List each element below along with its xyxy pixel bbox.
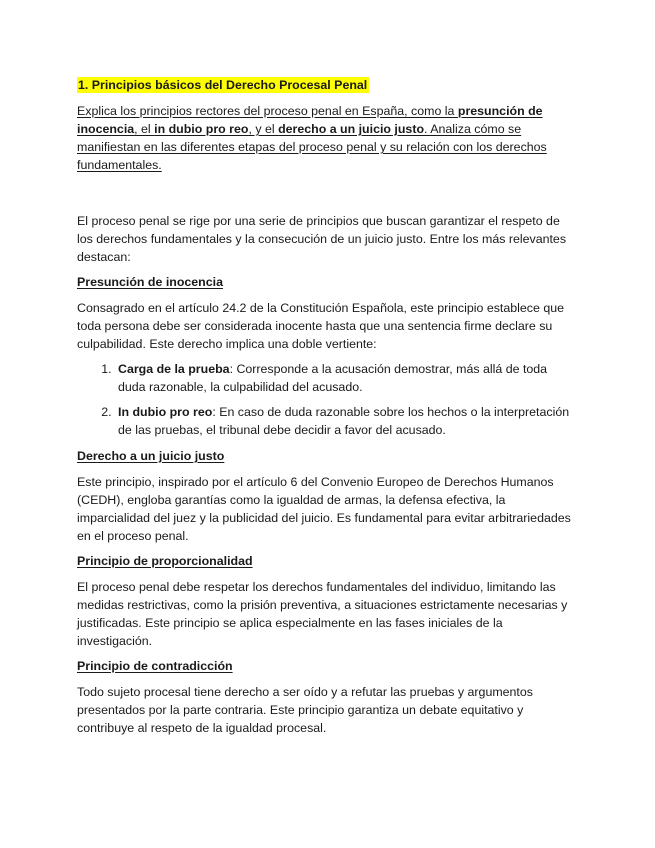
numbered-list	[77, 360, 577, 439]
section-title-proporcionalidad: Principio de proporcionalidad	[77, 554, 253, 568]
section-title-juicio-justo: Derecho a un juicio justo	[77, 449, 225, 463]
list-item-term: In dubio pro reo	[118, 405, 213, 419]
section-body-juicio-justo: Este principio, inspirado por el artículo 6 del Convenio Europeo de Derechos Humanos (CEDH), engloba garantías como la igualdad de armas, la defensa efectiva, la imparcialidad del juez y la publicidad del juicio. Es fundamental para evitar arbitrariedades en el proceso penal.	[77, 475, 571, 543]
prompt-text: Explica los principios rectores del proceso penal en España, como la	[77, 104, 458, 118]
section-heading: 1. Principios básicos del Derecho Procesal Penal	[78, 78, 368, 92]
spacer	[77, 174, 577, 212]
prompt-text: , el	[134, 122, 155, 136]
prompt-text: . Analiza cómo se manifiestan en las diferentes etapas del proceso penal y su relación con los derechos fundamentales.	[77, 122, 547, 172]
heading-line	[77, 76, 577, 94]
list-item-text: : En caso de duda razonable sobre los hechos o la interpretación de las pruebas, el tribunal debe decidir a favor del acusado.	[118, 405, 570, 437]
list-item-text: : Corresponde a la acusación demostrar, más allá de toda duda razonable, la culpabilidad del acusado.	[118, 362, 548, 394]
section-body-contradiccion: Todo sujeto procesal tiene derecho a ser oído y a refutar las pruebas y argumentos presentados por la parte contraria. Este principio garantiza un debate equitativo y contribuye al respeto de la igualdad procesal.	[77, 685, 533, 735]
question-prompt	[77, 102, 577, 174]
prompt-term-in-dubio: in dubio pro reo	[154, 122, 249, 136]
section-body-proporcionalidad: El proceso penal debe respetar los derechos fundamentales del individuo, limitando las medidas restrictivas, como la prisión preventiva, a situaciones estrictamente necesarias y justificadas. Este principio se aplica especialmente en las fases iniciales de la investigación.	[77, 580, 568, 648]
list-item	[115, 403, 577, 439]
intro-paragraph: El proceso penal se rige por una serie de principios que buscan garantizar el respeto de los derechos fundamentales y la consecución de un juicio justo. Entre los más relevantes destacan:	[77, 214, 567, 264]
prompt-text: , y el	[248, 122, 279, 136]
prompt-term-juicio-justo: derecho a un juicio justo	[278, 122, 425, 136]
list-item	[115, 360, 577, 396]
section-body-presuncion: Consagrado en el artículo 24.2 de la Constitución Española, este principio establece que toda persona debe ser considerada inocente hasta que una sentencia firme declare su culpabilidad. Este derecho implica una doble vertiente:	[77, 301, 564, 351]
section-title-presuncion: Presunción de inocencia	[77, 275, 223, 289]
list-item-term: Carga de la prueba	[118, 362, 230, 376]
section-title-contradiccion: Principio de contradicción	[77, 659, 233, 673]
prompt-term-presuncion: presunción de inocencia	[77, 104, 543, 136]
